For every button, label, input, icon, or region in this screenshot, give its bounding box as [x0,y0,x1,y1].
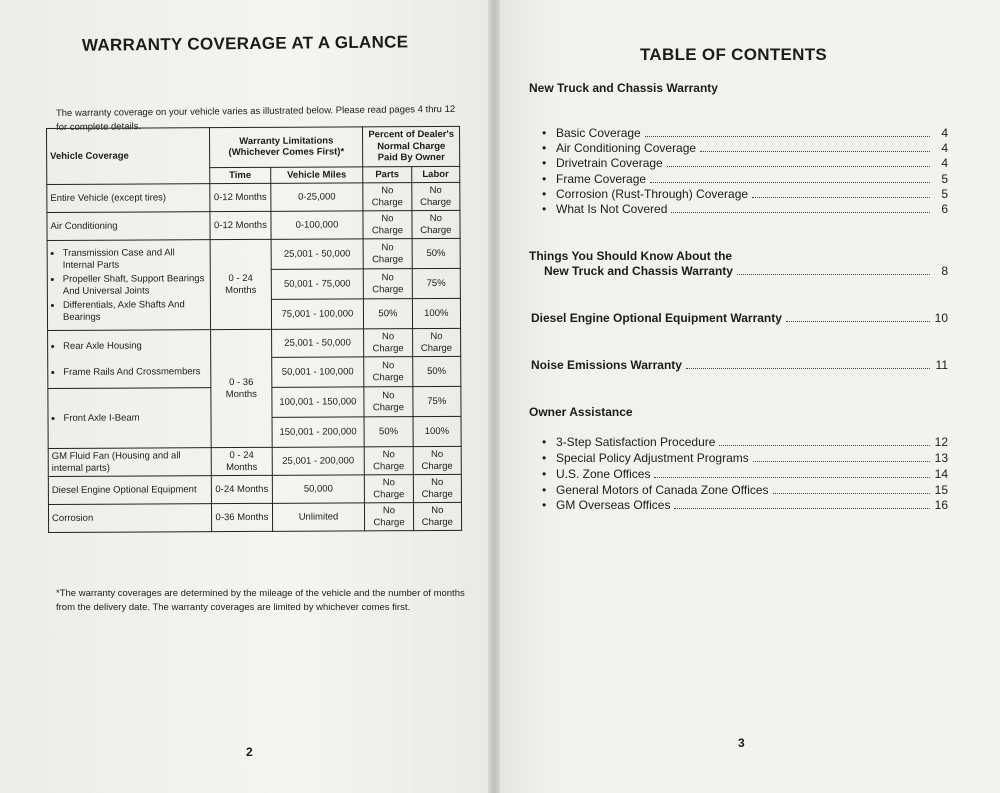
toc-entry-page: 6 [941,202,948,216]
bullet-icon: • [542,451,547,465]
toc-entry-page: 11 [935,358,948,372]
leader-dots [654,476,930,478]
toc-entry[interactable] [542,156,948,171]
parts-cell: No Charge [363,183,411,211]
list-item: • Differentials, Axle Shafts And Bearings [63,299,207,323]
miles-cell: 25,001 - 200,000 [272,447,365,475]
toc-entry-label: General Motors of Canada Zone Offices [556,483,769,497]
toc-entry[interactable] [542,126,948,141]
labor-cell: No Charge [413,446,462,474]
leader-dots [686,367,930,369]
leader-dots [786,320,930,322]
toc-entry-label: Drivetrain Coverage [556,156,663,170]
header-vehicle-miles: Vehicle Miles [270,166,363,183]
toc-entry-label: Frame Coverage [556,172,647,186]
list-item: • Propeller Shaft, Support Bearings And Universal Joints [63,273,207,297]
table-row [48,474,461,504]
parts-cell: No Charge [364,269,413,299]
toc-section-truck-chassis: New Truck and Chassis Warranty [529,81,718,95]
labor-cell: 50% [412,356,461,386]
coverage-cell: Corrosion [48,504,211,533]
toc-entry-label: Corrosion (Rust-Through) Coverage [556,187,749,201]
time-cell: 0-12 Months [210,183,271,211]
warranty-intro: The warranty coverage on your vehicle varies as illustrated below. Please read pages 4 thru 12 for complete details. [55,103,456,134]
parts-cell: No Charge [364,329,412,357]
toc-entry[interactable] [542,202,948,217]
toc-entry-page: 4 [941,126,948,140]
labor-cell: No Charge [413,502,462,530]
toc-entry-page: 15 [934,483,948,497]
table-row [47,238,460,270]
leader-dots [645,135,930,137]
leader-dots [719,444,930,446]
toc-entry-label: Diesel Engine Optional Equipment Warranty [531,311,782,325]
bullet-icon: • [542,156,547,170]
table-row [48,502,461,532]
time-cell: 0 - 36 Months [211,329,272,447]
parts-cell: No Charge [363,211,411,239]
leader-dots [650,181,930,183]
labor-cell: 100% [413,416,462,446]
parts-cell: No Charge [364,387,413,417]
header-warranty-limitations: Warranty Limitations (Whichever Comes First)* [210,127,363,167]
toc-entry-label: What Is Not Covered [556,202,668,216]
labor-cell: 75% [412,268,461,298]
table-row [47,182,460,212]
toc-entry-label: U.S. Zone Offices [556,467,651,481]
toc-entry-label: GM Overseas Offices [556,498,671,512]
toc-entry[interactable] [542,172,948,187]
bullet-icon: • [542,126,547,140]
coverage-cell: Entire Vehicle (except tires) [47,184,210,213]
miles-cell: 25,001 - 50,000 [271,239,364,269]
front-axle-coverage-cell [48,388,211,449]
miles-cell: 0-25,000 [270,183,363,211]
labor-cell: No Charge [413,474,462,502]
parts-cell: No Charge [364,357,413,387]
labor-cell: No Charge [412,328,461,356]
toc-entry[interactable] [542,467,948,482]
toc-entry[interactable] [542,141,948,156]
labor-cell: 100% [412,298,461,328]
drivetrain-coverage-cell [47,240,211,331]
page-number-left: 2 [246,745,253,759]
toc-entry-page: 16 [934,498,948,512]
miles-cell: 0-100,000 [271,211,364,239]
list-item: • Transmission Case and All Internal Parts [63,247,207,271]
bullet-icon: • [542,187,547,201]
header-time: Time [210,167,271,184]
toc-section-things: Things You Should Know About the [529,249,733,263]
leader-dots [700,150,930,152]
table-header-row [47,126,460,168]
page-number-right: 3 [738,736,745,750]
leader-dots [671,211,930,213]
toc-entry-page: 5 [941,187,948,201]
labor-cell: No Charge [412,210,461,238]
table-row [47,210,460,240]
leader-dots [752,196,930,198]
header-vehicle-coverage: Vehicle Coverage [47,128,210,185]
parts-cell: No Charge [363,239,412,269]
leader-dots [667,165,930,167]
toc-entry-page: 8 [941,264,948,278]
toc-entry-noise[interactable] [531,358,948,373]
bullet-icon: • [542,202,547,216]
bullet-icon: • [542,141,547,155]
toc-entry-label: New Truck and Chassis Warranty [544,264,733,278]
header-labor: Labor [411,166,459,183]
parts-cell: 50% [364,299,413,329]
toc-entry-page: 13 [934,451,948,465]
list-item: • Rear Axle Housing [63,340,207,352]
toc-entry[interactable] [542,498,948,513]
miles-cell: 100,001 - 150,000 [271,387,364,417]
book-gutter [488,0,500,793]
toc-entry-page: 12 [934,435,948,449]
miles-cell: Unlimited [272,503,365,531]
miles-cell: 25,001 - 50,000 [271,329,364,357]
toc-section-owner: Owner Assistance [529,405,633,419]
warranty-title: WARRANTY COVERAGE AT A GLANCE [81,32,409,55]
bullet-icon: • [542,467,547,481]
miles-cell: 50,001 - 100,000 [271,357,364,387]
bullet-icon: • [542,435,547,449]
miles-cell: 50,001 - 75,000 [271,269,364,299]
table-row [48,446,461,476]
toc-entry[interactable] [542,435,948,450]
toc-entry-label: Noise Emissions Warranty [531,358,682,372]
coverage-cell: Diesel Engine Optional Equipment [48,476,211,505]
bullet-icon: • [542,172,547,186]
parts-cell: No Charge [365,475,413,503]
toc-entry[interactable] [542,451,948,466]
time-cell: 0 - 24 Months [210,239,271,329]
parts-cell: No Charge [364,447,412,475]
warranty-footnote: *The warranty coverages are determined by the mileage of the vehicle and the number of months from the delivery date. The warranty coverages are limited by whichever comes first. [56,588,465,613]
time-cell: 0 - 24 Months [211,447,272,475]
parts-cell: No Charge [365,503,413,531]
toc-entry[interactable] [544,264,948,279]
frame-coverage-cell [48,330,211,389]
toc-entry-label: 3-Step Satisfaction Procedure [556,435,716,449]
leader-dots [773,492,930,494]
table-row [48,328,461,358]
warranty-table [46,126,462,533]
labor-cell: 50% [412,238,461,268]
bullet-icon: • [542,498,547,512]
miles-cell: 150,001 - 200,000 [272,417,365,447]
toc-entry-page: 10 [934,311,948,325]
toc-entry-page: 4 [941,141,948,155]
miles-cell: 75,001 - 100,000 [271,299,364,329]
toc-entry-label: Special Policy Adjustment Programs [556,451,749,465]
coverage-cell: Air Conditioning [47,212,210,241]
labor-cell: 75% [412,386,461,416]
labor-cell: No Charge [411,182,460,210]
coverage-cell: GM Fluid Fan (Housing and all internal parts) [48,448,211,477]
leader-dots [674,507,930,509]
time-cell: 0-12 Months [210,211,271,239]
toc-title: TABLE OF CONTENTS [640,45,828,64]
toc-entry-diesel[interactable] [531,311,948,326]
miles-cell: 50,000 [272,475,365,503]
parts-cell: 50% [364,417,413,447]
toc-entry[interactable] [542,483,948,498]
list-item: • Frame Rails And Crossmembers [63,366,207,378]
bullet-icon: • [542,483,547,497]
toc-entry-label: Air Conditioning Coverage [556,141,697,155]
toc-entry-page: 5 [941,172,948,186]
leader-dots [737,273,930,275]
right-page [496,0,1000,793]
header-parts: Parts [363,166,411,183]
time-cell: 0-36 Months [212,503,273,531]
toc-entry-label: Basic Coverage [556,126,641,140]
time-cell: 0-24 Months [211,475,272,503]
leader-dots [753,460,930,462]
toc-entry-page: 14 [934,467,948,481]
header-percent-paid: Percent of Dealer's Normal Charge Paid By Owner [363,126,460,166]
toc-entry[interactable] [542,187,948,202]
list-item: • Front Axle I-Beam [63,412,207,424]
toc-entry-page: 4 [941,156,948,170]
